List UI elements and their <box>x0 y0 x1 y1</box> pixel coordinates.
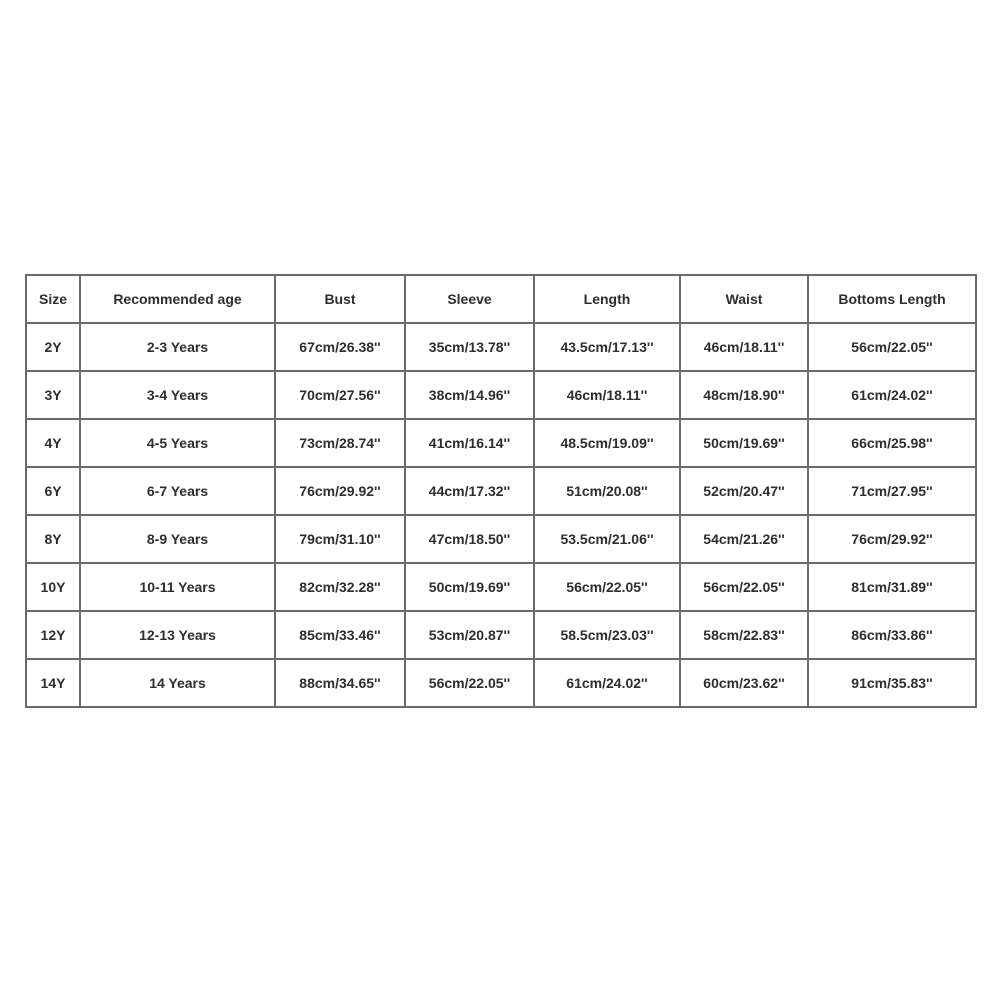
table-row <box>26 515 976 563</box>
table-row <box>26 323 976 371</box>
table-row <box>26 563 976 611</box>
cell-sleeve: 56cm/22.05'' <box>405 659 534 707</box>
cell-recommended-age: 12-13 Years <box>80 611 275 659</box>
cell-bust: 82cm/32.28'' <box>275 563 405 611</box>
table-row <box>26 371 976 419</box>
table-row <box>26 467 976 515</box>
cell-length: 51cm/20.08'' <box>534 467 680 515</box>
cell-sleeve: 41cm/16.14'' <box>405 419 534 467</box>
cell-recommended-age: 2-3 Years <box>80 323 275 371</box>
table-row <box>26 659 976 707</box>
cell-waist: 48cm/18.90'' <box>680 371 808 419</box>
size-chart-table <box>25 274 977 708</box>
cell-waist: 46cm/18.11'' <box>680 323 808 371</box>
header-size: Size <box>26 275 80 323</box>
cell-waist: 52cm/20.47'' <box>680 467 808 515</box>
cell-recommended-age: 8-9 Years <box>80 515 275 563</box>
cell-bust: 85cm/33.46'' <box>275 611 405 659</box>
header-bust: Bust <box>275 275 405 323</box>
cell-sleeve: 53cm/20.87'' <box>405 611 534 659</box>
cell-waist: 60cm/23.62'' <box>680 659 808 707</box>
cell-bottoms-length: 61cm/24.02'' <box>808 371 976 419</box>
cell-size: 10Y <box>26 563 80 611</box>
cell-length: 53.5cm/21.06'' <box>534 515 680 563</box>
cell-recommended-age: 4-5 Years <box>80 419 275 467</box>
cell-bottoms-length: 76cm/29.92'' <box>808 515 976 563</box>
cell-bottoms-length: 91cm/35.83'' <box>808 659 976 707</box>
table-row <box>26 419 976 467</box>
header-waist: Waist <box>680 275 808 323</box>
header-length: Length <box>534 275 680 323</box>
cell-recommended-age: 3-4 Years <box>80 371 275 419</box>
cell-size: 3Y <box>26 371 80 419</box>
cell-sleeve: 35cm/13.78'' <box>405 323 534 371</box>
cell-size: 4Y <box>26 419 80 467</box>
cell-bottoms-length: 86cm/33.86'' <box>808 611 976 659</box>
cell-sleeve: 44cm/17.32'' <box>405 467 534 515</box>
cell-length: 56cm/22.05'' <box>534 563 680 611</box>
table-row <box>26 611 976 659</box>
cell-size: 14Y <box>26 659 80 707</box>
table-header <box>26 275 976 323</box>
cell-sleeve: 38cm/14.96'' <box>405 371 534 419</box>
cell-bottoms-length: 66cm/25.98'' <box>808 419 976 467</box>
cell-length: 46cm/18.11'' <box>534 371 680 419</box>
cell-sleeve: 47cm/18.50'' <box>405 515 534 563</box>
cell-bottoms-length: 81cm/31.89'' <box>808 563 976 611</box>
header-bottoms-length: Bottoms Length <box>808 275 976 323</box>
header-sleeve: Sleeve <box>405 275 534 323</box>
cell-recommended-age: 6-7 Years <box>80 467 275 515</box>
cell-length: 61cm/24.02'' <box>534 659 680 707</box>
size-chart <box>25 274 975 708</box>
header-recommended-age: Recommended age <box>80 275 275 323</box>
header-row <box>26 275 976 323</box>
cell-size: 2Y <box>26 323 80 371</box>
cell-recommended-age: 14 Years <box>80 659 275 707</box>
cell-bust: 79cm/31.10'' <box>275 515 405 563</box>
cell-length: 48.5cm/19.09'' <box>534 419 680 467</box>
cell-bottoms-length: 56cm/22.05'' <box>808 323 976 371</box>
cell-sleeve: 50cm/19.69'' <box>405 563 534 611</box>
cell-waist: 56cm/22.05'' <box>680 563 808 611</box>
table-body <box>26 323 976 707</box>
cell-size: 8Y <box>26 515 80 563</box>
cell-bottoms-length: 71cm/27.95'' <box>808 467 976 515</box>
cell-waist: 58cm/22.83'' <box>680 611 808 659</box>
cell-bust: 76cm/29.92'' <box>275 467 405 515</box>
cell-bust: 73cm/28.74'' <box>275 419 405 467</box>
cell-length: 43.5cm/17.13'' <box>534 323 680 371</box>
cell-recommended-age: 10-11 Years <box>80 563 275 611</box>
cell-length: 58.5cm/23.03'' <box>534 611 680 659</box>
cell-waist: 50cm/19.69'' <box>680 419 808 467</box>
cell-size: 6Y <box>26 467 80 515</box>
cell-waist: 54cm/21.26'' <box>680 515 808 563</box>
cell-bust: 70cm/27.56'' <box>275 371 405 419</box>
cell-bust: 67cm/26.38'' <box>275 323 405 371</box>
cell-size: 12Y <box>26 611 80 659</box>
cell-bust: 88cm/34.65'' <box>275 659 405 707</box>
